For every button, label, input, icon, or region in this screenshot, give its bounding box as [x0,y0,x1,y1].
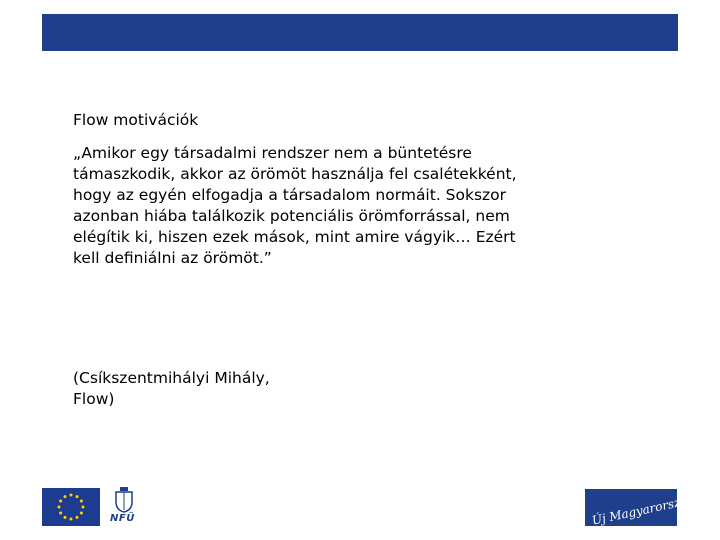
eu-star-icon [70,518,73,521]
slide-content [73,110,633,408]
slide-title: Flow motivációk [73,111,199,129]
eu-star-icon [80,500,83,503]
eu-star-icon [70,494,73,497]
header-bar [42,14,678,51]
eu-star-icon [59,512,62,515]
eu-star-icon [82,506,85,509]
slide-quote: „Amikor egy társadalmi rendszer nem a büntetésre támaszkodik, akkor az örömöt használja fel csalétekként, hogy az egyén elfogadja a társadalom normáit. Sokszor azonban hiába találkozik potenciális örömforrással, nem elégítik ki, hiszen ezek mások, mint amire vágyik… Ezért kell definiálni az örömöt.” [73,144,517,267]
eu-star-icon [80,512,83,515]
eu-star-icon [64,516,67,519]
eu-star-icon [58,506,61,509]
uj-magyarorszag-logo [585,489,697,528]
slide-citation: (Csíkszentmihályi Mihály, Flow) [73,369,270,408]
eu-star-icon [76,516,79,519]
eu-star-icon [59,500,62,503]
uj-magyarorszag-label: Új Magyarország [590,492,697,528]
nfu-label: NFÜ [110,513,135,524]
eu-flag-logo [42,488,100,526]
eu-star-icon [64,495,67,498]
hungarian-crest-icon [108,486,140,514]
eu-star-icon [76,495,79,498]
